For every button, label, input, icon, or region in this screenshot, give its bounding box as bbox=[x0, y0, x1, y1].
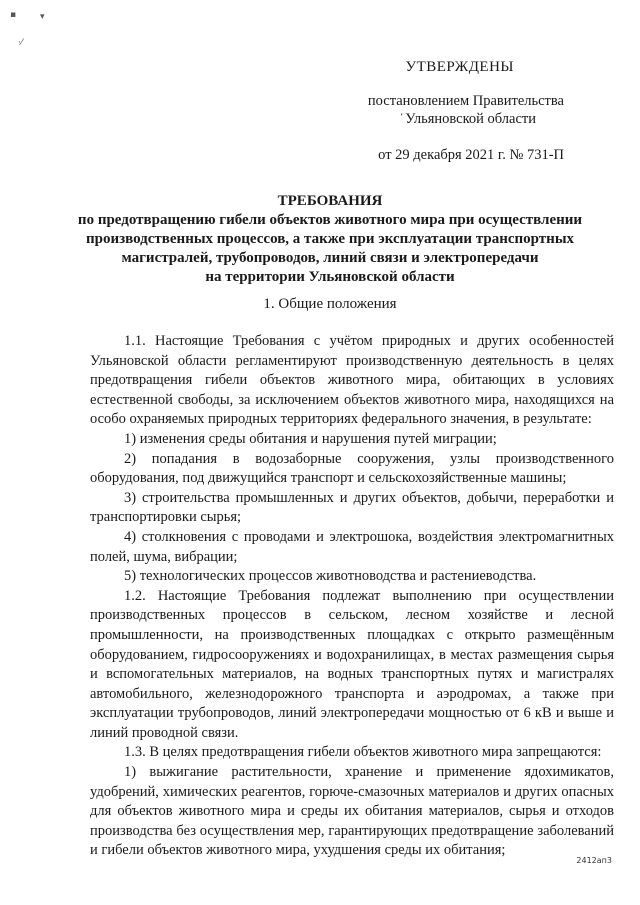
title-line: по предотвращению гибели объектов животного мира при осуществлении bbox=[77, 212, 583, 228]
scan-artifact: ▾ bbox=[40, 12, 45, 22]
paragraph: 1.2. Настоящие Требования подлежат выполнению при осуществлении производственных процессов в сельском, лесном хозяйстве и лесной промышленности, на производственных площадках с открыто размещённым оборудованием, гидросооружениях и водохранилищах, в местах размещения сырья и вспомогательных материалов, на водных транспортных путях и магистралях автомобильного, железнодорожного транспорта и аэродромах, а также при эксплуатации трубопроводов, линий электропередачи мощностью от 6 кВ и выше и линий проводной связи. bbox=[90, 587, 614, 741]
paragraph: 1) выжигание растительности, хранение и применение ядохимикатов, удобрений, химических реагентов, горюче-смазочных материалов и других опасных для объектов животного мира и среды их обитания материалов, сырья и отходов производства без осуществления мер, гарантирующих предотвращение заболеваний и гибели объектов животного мира, ухудшения среды их обитания; bbox=[90, 764, 614, 859]
scan-artifact: ʻ bbox=[400, 112, 404, 123]
paragraph: 1.3. В целях предотвращения гибели объектов животного мира запрещаются: bbox=[124, 744, 602, 761]
title-line: магистралей, трубопроводов, линий связи и электропередачи bbox=[121, 250, 539, 266]
approval-heading: УТВЕРЖДЕНЫ bbox=[405, 59, 514, 75]
paragraph: 1) изменения среды обитания и нарушения путей миграции; bbox=[124, 430, 497, 447]
approval-line: постановлением Правительства bbox=[367, 93, 564, 109]
approval-line: Ульяновской области bbox=[405, 111, 536, 127]
footer-code: 2412ап3 bbox=[576, 856, 612, 865]
paragraph: 1.1. Настоящие Требования с учётом природных и других особенностей Ульяновской области регламентируют производственную деятельность в целях предотвращения гибели объектов животного мира, обитающих в условиях естественной свободы, за исключением объектов животного мира, находящихся на особо охраняемых природных территориях федерального значения, в результате: bbox=[90, 333, 614, 428]
paragraph: 3) строительства промышленных и других объектов, добычи, переработки и транспортировки сырья; bbox=[90, 489, 614, 526]
title-line: ТРЕБОВАНИЯ bbox=[277, 193, 383, 209]
section-heading: 1. Общие положения bbox=[263, 296, 397, 312]
title-line: на территории Ульяновской области bbox=[205, 269, 455, 285]
title-line: производственных процессов, а также при эксплуатации транспортных bbox=[85, 231, 575, 247]
document-title bbox=[60, 192, 600, 287]
scan-artifact: ▪ bbox=[10, 10, 17, 20]
paragraph: 2) попадания в водозаборные сооружения, узлы производственного оборудования, под движущийся транспорт и сельскохозяйственные машины; bbox=[90, 450, 614, 487]
body-text bbox=[90, 332, 614, 861]
approval-date-number: от 29 декабря 2021 г. № 731-П bbox=[378, 147, 564, 163]
paragraph: 4) столкновения с проводами и электрошока, воздействия электромагнитных полей, шума, вибрации; bbox=[90, 528, 614, 565]
paragraph: 5) технологических процессов животноводства и растениеводства. bbox=[124, 568, 537, 585]
scan-artifact: ·⁄ bbox=[18, 38, 23, 48]
